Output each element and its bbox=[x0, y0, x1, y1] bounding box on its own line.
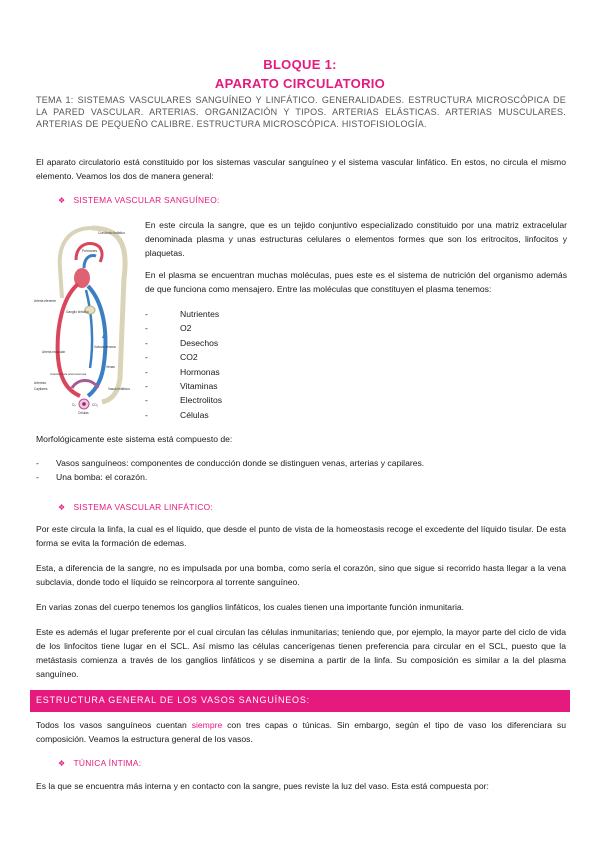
list-item: - Células bbox=[145, 409, 209, 420]
inner-vein-path bbox=[86, 290, 92, 368]
lymph-vessel-path bbox=[92, 228, 125, 402]
linfatico-paragraph-3: En varias zonas del cuerpo tenemos los ganglios linfáticos, los cuales tienen una importante función inmunitaria. bbox=[36, 602, 465, 612]
pulmonary-vein-path bbox=[84, 256, 96, 269]
label-pulmones: Pulmones bbox=[82, 249, 98, 253]
section-heading-text: SISTEMA VASCULAR SANGUÍNEO: bbox=[73, 195, 220, 205]
label-valvula: Válvula venosa bbox=[94, 345, 116, 349]
list-item: - O2 bbox=[145, 323, 192, 334]
banner-text: ESTRUCTURA GENERAL DE LOS VASOS SANGUÍNEOS: bbox=[36, 695, 310, 705]
label-o2: O₂ bbox=[72, 403, 76, 407]
linfatico-paragraph-2: Esta, a diferencia de la sangre, no es impulsada por una bomba, como sería el corazón, sino que sigue si recorrido hasta llegar a la vena subclavia, donde todo el líquido se reincorpora al torrente sanguíneo. bbox=[36, 563, 566, 587]
intro-paragraph: El aparato circulatorio está constituido por los sistemas vascular sanguíneo y el sistema vascular linfático. En estos, no circula el mismo elemento. Veamos los dos de manera general: bbox=[36, 157, 566, 181]
label-co2: CO₂ bbox=[92, 403, 99, 407]
list-item: - Nutrientes bbox=[145, 309, 220, 319]
label-anastomosis: Anastomosis arteriovenosa bbox=[50, 372, 87, 376]
label-arteria-muscular: Arteria muscular bbox=[42, 350, 66, 354]
label-venas: Venas bbox=[106, 365, 115, 369]
label-vasos-linf: Vasos linfáticos bbox=[108, 387, 130, 391]
sanguineo-paragraph-1: En este circula la sangre, que es un tejido conjuntivo especializado constituido por una matriz extracelular denominada plasma y unas estructuras celulares o elementos formes que son los eritrocitos, linfocitos y plaquetas. bbox=[145, 220, 567, 258]
list-item: - CO2 bbox=[145, 352, 198, 363]
label-celulas: Células bbox=[78, 411, 89, 415]
block-subtitle: APARATO CIRCULATORIO bbox=[214, 76, 386, 91]
sanguineo-paragraph-2: En el plasma se encuentran muchas moléculas, pues este es el sistema de nutrición del organismo además de que funciona como mensajero. Entre las moléculas que constituyen el plasma tenemos: bbox=[145, 270, 567, 294]
estructura-paragraph: Todos los vasos sanguíneos cuentan siempre con tres capas o túnicas. Sin embargo, según el tipo de vaso los diferenciara su composición. Veamos la estructura general de los vasos. bbox=[36, 720, 567, 744]
intima-paragraph: Es la que se encuentra más interna y en contacto con la sangre, pues reviste la luz del vaso. Esta está compuesta por: bbox=[36, 781, 489, 791]
list-item: - Hormonas bbox=[145, 366, 220, 377]
section-heading-sanguineo bbox=[58, 195, 220, 205]
section-heading-text: TÚNICA ÍNTIMA: bbox=[73, 758, 142, 768]
systemic-vein-path bbox=[88, 286, 105, 396]
label-arteria-eferente: Arteria eferente bbox=[34, 299, 56, 303]
label-ganglio: Ganglio linfático bbox=[66, 310, 89, 314]
systemic-artery-path bbox=[58, 284, 80, 396]
diamond-bullet-icon: ❖ bbox=[58, 759, 66, 768]
morfologia-list bbox=[36, 457, 424, 484]
circulatory-diagram bbox=[32, 218, 140, 418]
highlight-word: siempre bbox=[191, 720, 223, 730]
list-item: - Electrolitos bbox=[145, 395, 223, 406]
list-item: - Vasos sanguíneos: componentes de conducción donde se distinguen venas, arterias y capilares. bbox=[36, 458, 425, 468]
diamond-bullet-icon: ❖ bbox=[58, 196, 66, 205]
molecule-list bbox=[145, 307, 222, 422]
diamond-bullet-icon: ❖ bbox=[58, 503, 66, 512]
list-item: - Desechos bbox=[145, 337, 219, 348]
list-item: - Una bomba: el corazón. bbox=[36, 471, 148, 482]
label-conducto: Conducto linfático bbox=[98, 231, 125, 235]
list-item: - Vitaminas bbox=[145, 381, 218, 392]
section-heading-intima bbox=[58, 758, 141, 768]
block-title: BLOQUE 1: bbox=[263, 57, 337, 72]
linfatico-paragraph-1: Por este circula la linfa, la cual es el líquido, que desde el punto de vista de la homeostasis recoge el excedente del líquido tisular. De esta forma se evita la formación de edemas. bbox=[36, 524, 566, 548]
section-banner bbox=[30, 690, 570, 712]
section-heading-text: SISTEMA VASCULAR LINFÁTICO: bbox=[73, 502, 214, 512]
tema-heading: TEMA 1: SISTEMAS VASCULARES SANGUÍNEO Y LINFÁTICO. GENERALIDADES. ESTRUCTURA MICROSCÓPICA DE LA PARED VASCULAR. ARTERIAS. ORGANIZACIÓN Y TIPOS. ARTERIAS ELÁSTICAS. ARTERIAS MUSCULARES. ARTERIAS DE PEQUEÑO CALIBRE. ESTRUCTURA MICROSCÓPICA. HISTOFISIOLOGÍA. bbox=[36, 95, 566, 129]
linfatico-paragraph-4: Este es además el lugar preferente por el cual circulan las células inmunitarias; teniendo que, por ejemplo, la mayor parte del ciclo de vida de los linfocitos tiene lugar en el SCL. Así mismo las células cancerígenas tienen preferencia para circular en el SCL, puesto que la metástasis comienza a través de los ganglios linfáticos y se disemina a partir de la linfa. Su composición es similar a la del plasma sanguíneo. bbox=[36, 627, 566, 679]
section-heading-linfatico bbox=[58, 502, 213, 512]
cell-nucleus bbox=[82, 402, 86, 406]
label-capilares: Capilares bbox=[34, 387, 48, 391]
label-arteriola: Arteriola bbox=[34, 381, 46, 385]
morfologia-intro: Morfológicamente este sistema está compuesto de: bbox=[36, 434, 233, 444]
